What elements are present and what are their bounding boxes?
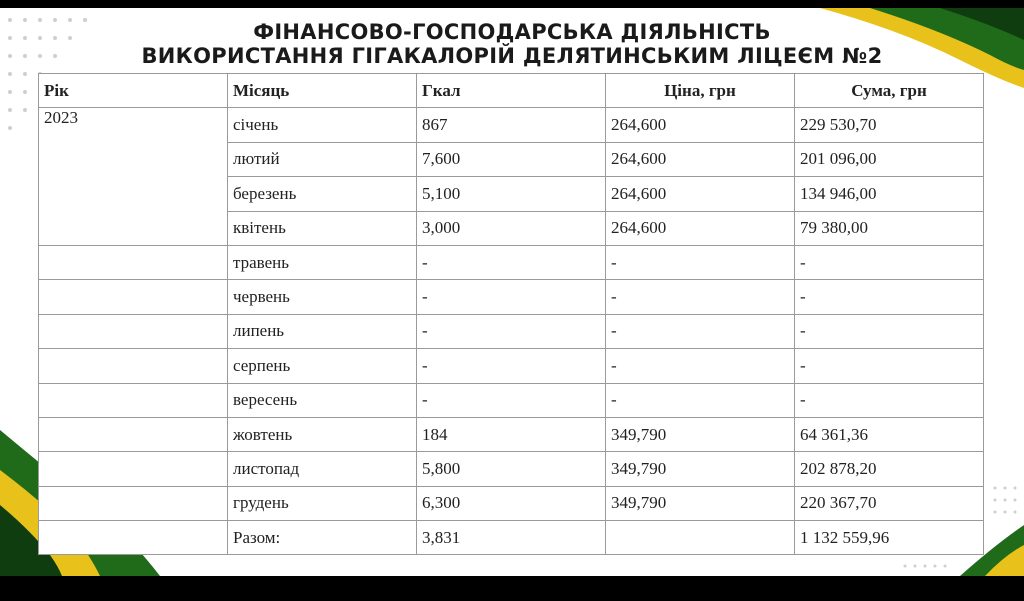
title-line-1: ФІНАНСОВО-ГОСПОДАРСЬКА ДІЯЛЬНІСТЬ <box>253 20 771 44</box>
header-month: Місяць <box>227 74 416 108</box>
header-sum: Сума, грн <box>794 74 983 108</box>
gcal-cell: 5,100 <box>416 177 605 211</box>
month-cell: травень <box>227 245 416 279</box>
table-row <box>39 108 984 142</box>
year-cell-empty <box>39 417 228 451</box>
price-cell: - <box>605 349 794 383</box>
year-cell-empty <box>39 521 228 555</box>
gcal-cell: 867 <box>416 108 605 142</box>
table-row <box>39 486 984 520</box>
table-row <box>39 280 984 314</box>
total-sum: 1 132 559,96 <box>794 521 983 555</box>
table-row <box>39 314 984 348</box>
month-cell: листопад <box>227 452 416 486</box>
table-row <box>39 417 984 451</box>
gcal-cell: - <box>416 349 605 383</box>
gcal-cell: - <box>416 245 605 279</box>
sum-cell: 134 946,00 <box>794 177 983 211</box>
sum-cell: - <box>794 314 983 348</box>
header-price: Ціна, грн <box>605 74 794 108</box>
total-label: Разом: <box>227 521 416 555</box>
sum-cell: - <box>794 349 983 383</box>
year-cell-empty <box>39 486 228 520</box>
price-cell: 349,790 <box>605 452 794 486</box>
total-price <box>605 521 794 555</box>
gcal-cell: 6,300 <box>416 486 605 520</box>
year-cell-empty <box>39 349 228 383</box>
month-cell: квітень <box>227 211 416 245</box>
year-cell-empty <box>39 314 228 348</box>
price-cell: - <box>605 245 794 279</box>
month-cell: жовтень <box>227 417 416 451</box>
bottom-black-bar <box>0 576 1024 601</box>
sum-cell: 229 530,70 <box>794 108 983 142</box>
table-total-row <box>39 521 984 555</box>
price-cell: 264,600 <box>605 142 794 176</box>
price-cell: 349,790 <box>605 486 794 520</box>
year-cell-empty <box>39 383 228 417</box>
table-row <box>39 383 984 417</box>
sum-cell: 220 367,70 <box>794 486 983 520</box>
month-cell: грудень <box>227 486 416 520</box>
gcal-cell: - <box>416 314 605 348</box>
price-cell: - <box>605 314 794 348</box>
gigacalorie-usage-table <box>38 73 984 555</box>
month-cell: липень <box>227 314 416 348</box>
month-cell: червень <box>227 280 416 314</box>
gcal-cell: 184 <box>416 417 605 451</box>
price-cell: - <box>605 280 794 314</box>
title-line-2: ВИКОРИСТАННЯ ГІГАКАЛОРІЙ ДЕЛЯТИНСЬКИМ ЛІЦЕЄМ №2 <box>141 44 883 68</box>
gcal-cell: - <box>416 383 605 417</box>
month-cell: березень <box>227 177 416 211</box>
price-cell: 264,600 <box>605 211 794 245</box>
table-row <box>39 349 984 383</box>
page-title <box>0 20 1024 68</box>
sum-cell: 79 380,00 <box>794 211 983 245</box>
sum-cell: 201 096,00 <box>794 142 983 176</box>
year-cell: 2023 <box>39 108 228 246</box>
header-gcal: Гкал <box>416 74 605 108</box>
price-cell: 349,790 <box>605 417 794 451</box>
year-cell-empty <box>39 245 228 279</box>
gcal-cell: - <box>416 280 605 314</box>
month-cell: вересень <box>227 383 416 417</box>
price-cell: - <box>605 383 794 417</box>
table-row <box>39 245 984 279</box>
price-cell: 264,600 <box>605 108 794 142</box>
table-header-row <box>39 74 984 108</box>
year-cell-empty <box>39 280 228 314</box>
total-gcal: 3,831 <box>416 521 605 555</box>
gcal-cell: 7,600 <box>416 142 605 176</box>
header-year: Рік <box>39 74 228 108</box>
sum-cell: - <box>794 280 983 314</box>
table-row <box>39 452 984 486</box>
sum-cell: - <box>794 245 983 279</box>
month-cell: січень <box>227 108 416 142</box>
price-cell: 264,600 <box>605 177 794 211</box>
sum-cell: 202 878,20 <box>794 452 983 486</box>
gcal-cell: 5,800 <box>416 452 605 486</box>
sum-cell: 64 361,36 <box>794 417 983 451</box>
year-cell-empty <box>39 452 228 486</box>
gcal-cell: 3,000 <box>416 211 605 245</box>
month-cell: серпень <box>227 349 416 383</box>
sum-cell: - <box>794 383 983 417</box>
month-cell: лютий <box>227 142 416 176</box>
